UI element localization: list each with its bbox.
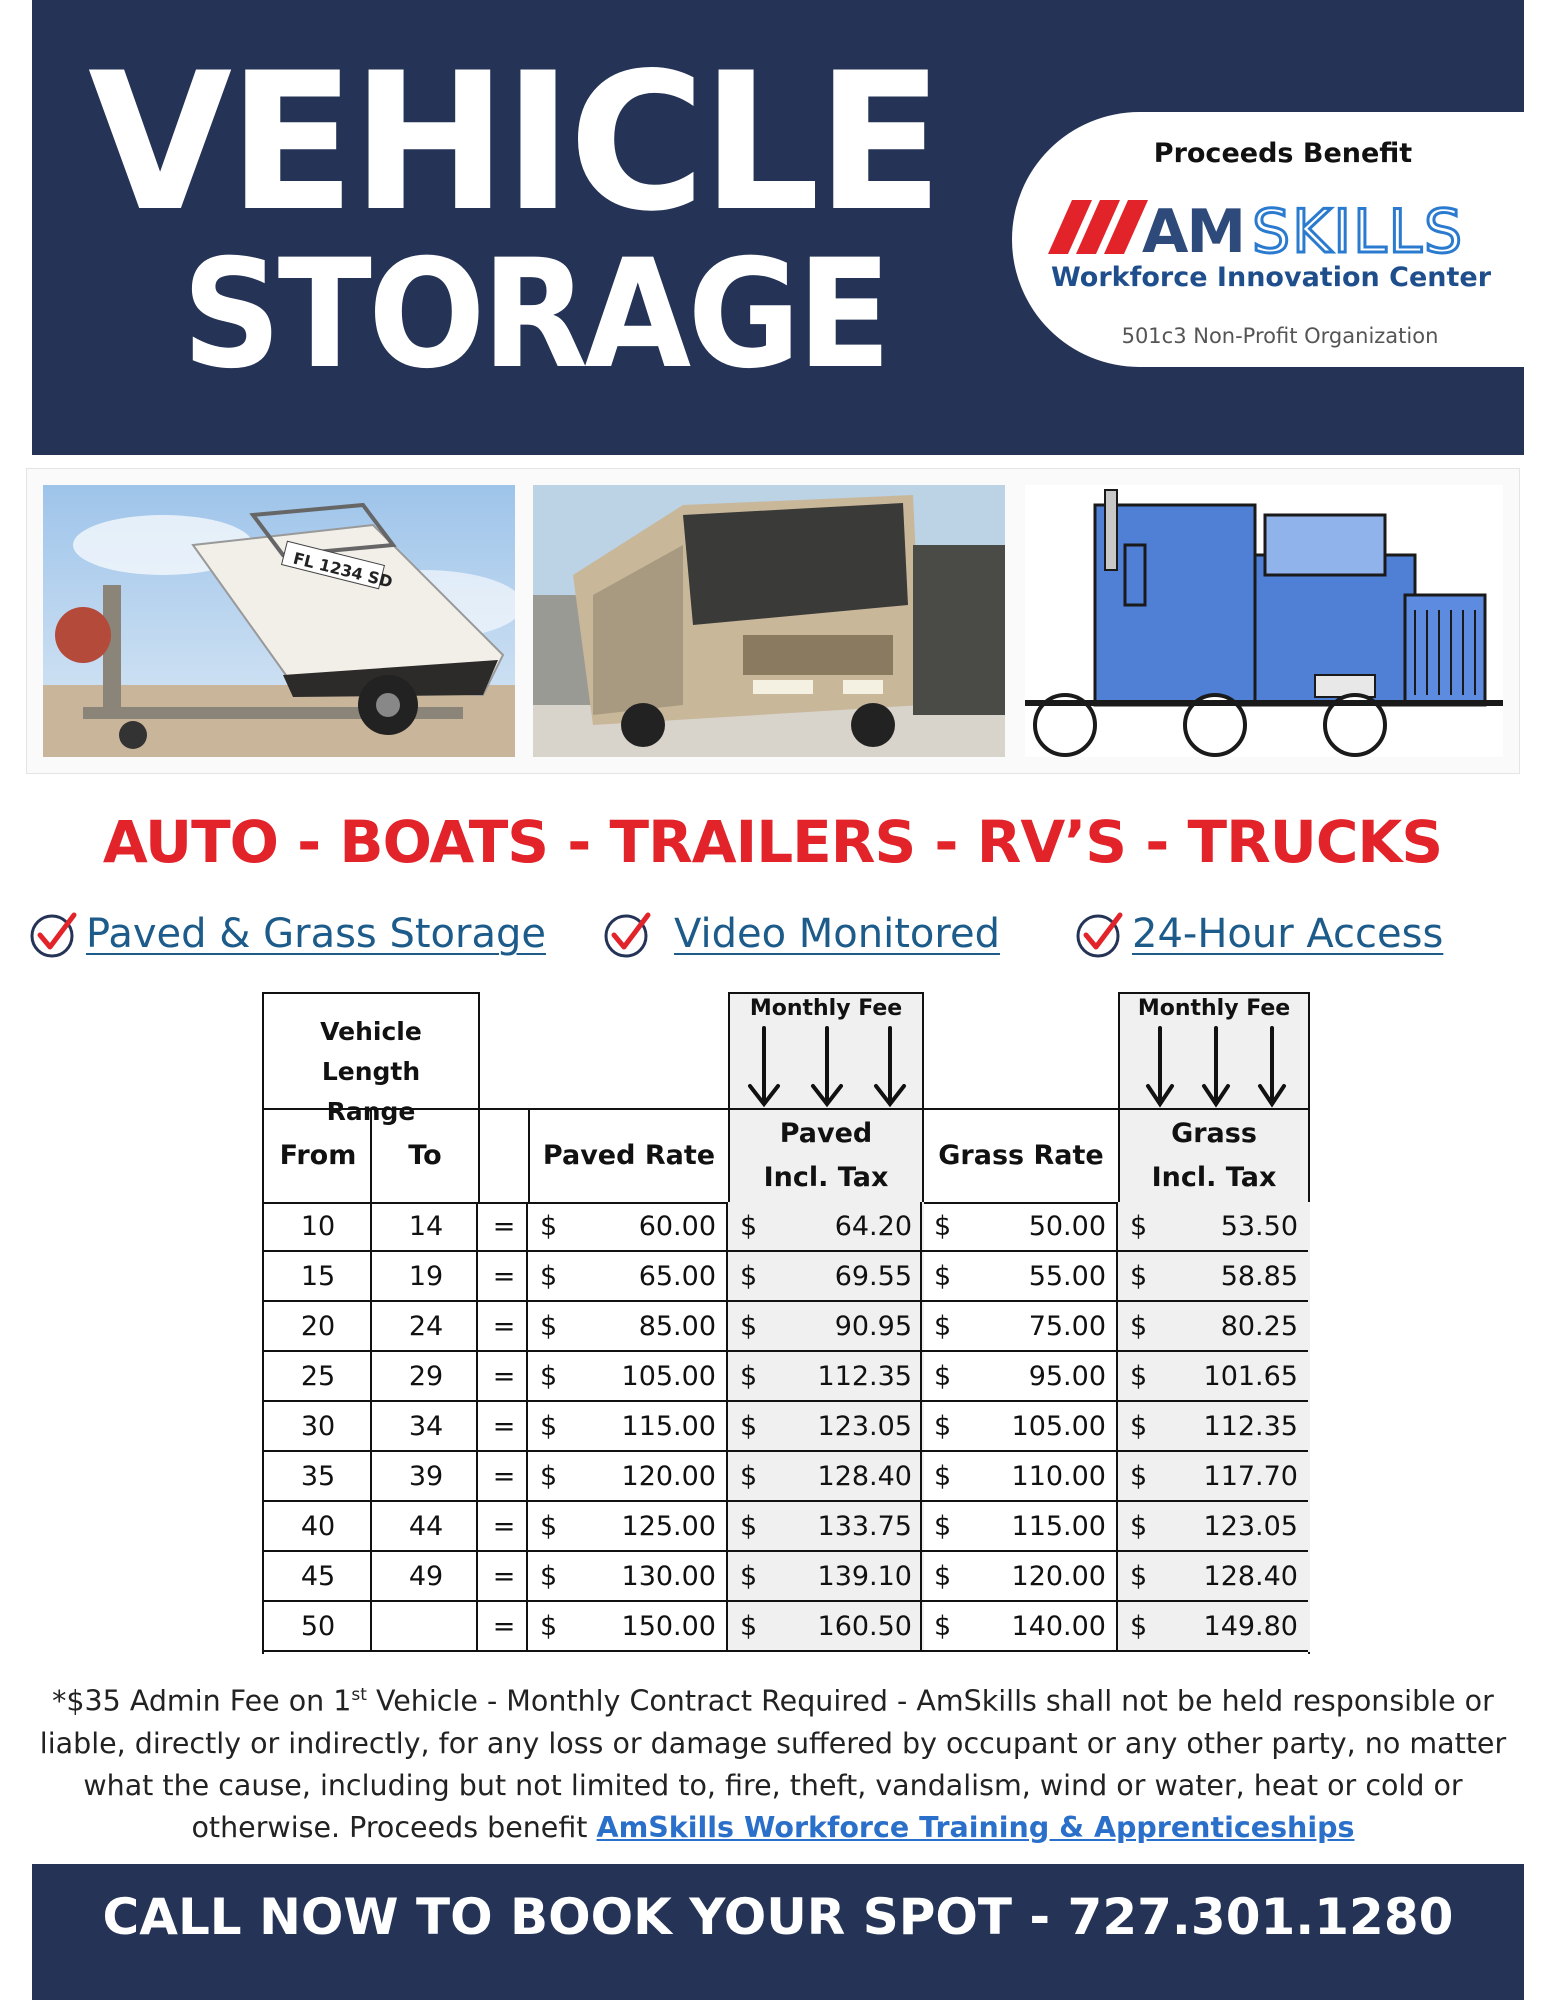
check-circle-icon	[28, 909, 78, 959]
boat-photo	[43, 485, 515, 757]
amskills-training-link[interactable]: AmSkills Workforce Training & Apprenticeships	[596, 1810, 1355, 1844]
cell-equals: =	[492, 1561, 516, 1592]
currency-symbol: $	[540, 1561, 558, 1592]
cell-paved-tax: 112.35	[817, 1361, 912, 1392]
check-circle-icon	[602, 909, 652, 959]
cell-from: 50	[300, 1611, 336, 1642]
currency-symbol: $	[740, 1261, 758, 1292]
currency-symbol: $	[740, 1611, 758, 1642]
cell-paved: 150.00	[621, 1611, 716, 1642]
table-row	[264, 1302, 1308, 1352]
table-row	[264, 1252, 1308, 1302]
currency-symbol: $	[740, 1311, 758, 1342]
feature-24-hour-access	[1074, 906, 1443, 962]
cell-to: 29	[408, 1361, 444, 1392]
feature-video-monitored	[602, 906, 1000, 962]
table-row	[264, 1602, 1308, 1652]
cell-equals: =	[492, 1411, 516, 1442]
col-to-cell	[370, 1108, 480, 1204]
currency-symbol: $	[934, 1461, 952, 1492]
logo-am: AM	[1142, 197, 1245, 262]
call-to-action[interactable]: CALL NOW TO BOOK YOUR SPOT - 727.301.1280	[102, 1888, 1454, 1946]
col-paved-tax-cell	[728, 1108, 924, 1204]
down-arrows-icon	[1144, 1026, 1288, 1108]
cell-equals: =	[492, 1211, 516, 1242]
col-grass-tax-2: Incl. Tax	[1151, 1162, 1277, 1193]
cell-paved: 115.00	[621, 1411, 716, 1442]
col-equals-cell	[478, 1108, 530, 1204]
cell-grass: 75.00	[1028, 1311, 1106, 1342]
currency-symbol: $	[540, 1261, 558, 1292]
currency-symbol: $	[934, 1211, 952, 1242]
currency-symbol: $	[540, 1361, 558, 1392]
cell-from: 45	[300, 1561, 336, 1592]
cell-paved-tax: 133.75	[817, 1511, 912, 1542]
cell-from: 30	[300, 1411, 336, 1442]
cell-paved-tax: 128.40	[817, 1461, 912, 1492]
col-grass-rate-cell	[922, 1108, 1120, 1204]
cell-equals: =	[492, 1461, 516, 1492]
cell-to: 49	[408, 1561, 444, 1592]
cell-to: 24	[408, 1311, 444, 1342]
currency-symbol: $	[1130, 1311, 1148, 1342]
badge-subtitle: Workforce Innovation Center	[1050, 262, 1492, 293]
cell-grass: 140.00	[1011, 1611, 1106, 1642]
title-storage: STORAGE	[182, 228, 888, 402]
feature-label[interactable]: Video Monitored	[674, 911, 1000, 957]
currency-symbol: $	[1130, 1261, 1148, 1292]
cell-grass: 115.00	[1011, 1511, 1106, 1542]
cell-paved-tax: 123.05	[817, 1411, 912, 1442]
table-row	[264, 1452, 1308, 1502]
cell-paved: 60.00	[638, 1211, 716, 1242]
cell-grass: 110.00	[1011, 1461, 1106, 1492]
table-row	[264, 1552, 1308, 1602]
col-paved-rate: Paved Rate	[542, 1140, 716, 1171]
feature-label[interactable]: 24-Hour Access	[1132, 911, 1444, 957]
currency-symbol: $	[1130, 1211, 1148, 1242]
cell-grass: 95.00	[1028, 1361, 1106, 1392]
cell-to	[372, 1602, 480, 1652]
cell-grass-tax: 112.35	[1203, 1411, 1298, 1442]
amskills-logo	[1042, 192, 1512, 262]
monthly-fee-grass-cell	[1118, 992, 1310, 1110]
col-paved-rate-cell	[528, 1108, 730, 1204]
cell-to: 19	[408, 1261, 444, 1292]
currency-symbol: $	[1130, 1611, 1148, 1642]
down-arrows-icon	[744, 1026, 910, 1108]
col-grass-rate: Grass Rate	[938, 1140, 1104, 1171]
currency-symbol: $	[934, 1411, 952, 1442]
vehicle-categories: AUTO - BOATS - TRAILERS - RV’S - TRUCKS	[102, 808, 1443, 876]
currency-symbol: $	[740, 1561, 758, 1592]
currency-symbol: $	[540, 1611, 558, 1642]
vehicle-photos	[26, 468, 1520, 774]
currency-symbol: $	[540, 1511, 558, 1542]
rate-table	[262, 992, 1310, 1654]
monthly-fee-paved-cell	[728, 992, 924, 1110]
cell-grass: 50.00	[1028, 1211, 1106, 1242]
currency-symbol: $	[934, 1561, 952, 1592]
cell-grass: 120.00	[1011, 1561, 1106, 1592]
currency-symbol: $	[1130, 1561, 1148, 1592]
monthly-fee-label: Monthly Fee	[749, 996, 903, 1021]
cell-paved: 130.00	[621, 1561, 716, 1592]
cell-equals: =	[492, 1511, 516, 1542]
currency-symbol: $	[934, 1511, 952, 1542]
currency-symbol: $	[1130, 1361, 1148, 1392]
cell-grass-tax: 53.50	[1220, 1211, 1298, 1242]
table-row	[264, 1502, 1308, 1552]
currency-symbol: $	[740, 1361, 758, 1392]
footnote-part-2: Vehicle - Monthly Contract Required - AmSkills shall not be held responsible or liable, directly or indirectly, for any loss or damage suffered by occupant or any other party, no matter what the cause, including but not limited to, fire, theft, vandalism, wind or water, heat or cold or otherwise. Proceeds benefit	[39, 1684, 1507, 1844]
currency-symbol: $	[540, 1211, 558, 1242]
boat-plate: FL 1234 SD	[291, 548, 395, 592]
cell-grass-tax: 123.05	[1203, 1511, 1298, 1542]
cell-grass-tax: 117.70	[1203, 1461, 1298, 1492]
cell-grass-tax: 58.85	[1220, 1261, 1298, 1292]
cell-to: 44	[408, 1511, 444, 1542]
cell-to: 14	[408, 1211, 444, 1242]
truck-photo	[1025, 485, 1503, 757]
currency-symbol: $	[934, 1261, 952, 1292]
cell-equals: =	[492, 1611, 516, 1642]
currency-symbol: $	[740, 1511, 758, 1542]
table-row	[264, 1202, 1308, 1252]
cell-grass-tax: 149.80	[1203, 1611, 1298, 1642]
cell-grass-tax: 80.25	[1220, 1311, 1298, 1342]
footnote-part-1: *$35 Admin Fee on 1	[52, 1684, 352, 1718]
footnote-superscript: st	[351, 1685, 367, 1705]
currency-symbol: $	[740, 1461, 758, 1492]
cell-grass-tax: 101.65	[1203, 1361, 1298, 1392]
call-to-action-bar	[32, 1864, 1524, 2000]
cell-paved-tax: 69.55	[834, 1261, 912, 1292]
rv-photo	[533, 485, 1005, 757]
cell-paved-tax: 160.50	[817, 1611, 912, 1642]
cell-paved: 120.00	[621, 1461, 716, 1492]
table-row	[264, 1352, 1308, 1402]
logo-skills: SKILLS	[1252, 197, 1465, 262]
currency-symbol: $	[540, 1461, 558, 1492]
col-grass-tax-1: Grass	[1171, 1118, 1257, 1149]
col-paved-tax-1: Paved	[779, 1118, 873, 1149]
feature-label[interactable]: Paved & Grass Storage	[86, 911, 546, 957]
cell-paved-tax: 90.95	[834, 1311, 912, 1342]
col-from: From	[279, 1140, 357, 1171]
col-from-cell	[262, 1108, 372, 1204]
currency-symbol: $	[934, 1311, 952, 1342]
cell-grass: 55.00	[1028, 1261, 1106, 1292]
cell-grass: 105.00	[1011, 1411, 1106, 1442]
badge-proceeds-label: Proceeds Benefit	[1153, 138, 1413, 169]
range-header: Vehicle Length Range	[320, 1017, 422, 1126]
disclaimer-footnote	[28, 1674, 1518, 1849]
col-paved-tax-2: Incl. Tax	[763, 1162, 889, 1193]
range-header-cell	[262, 992, 480, 1126]
cell-grass-tax: 128.40	[1203, 1561, 1298, 1592]
monthly-fee-label: Monthly Fee	[1137, 996, 1291, 1021]
cell-to: 34	[408, 1411, 444, 1442]
title-vehicle: VEHICLE	[88, 32, 940, 253]
cell-from: 40	[300, 1511, 336, 1542]
cell-from: 25	[300, 1361, 336, 1392]
cell-to: 39	[408, 1461, 444, 1492]
cell-from: 10	[300, 1211, 336, 1242]
cell-paved: 125.00	[621, 1511, 716, 1542]
cell-from: 15	[300, 1261, 336, 1292]
check-circle-icon	[1074, 909, 1124, 959]
cell-paved: 105.00	[621, 1361, 716, 1392]
currency-symbol: $	[1130, 1411, 1148, 1442]
currency-symbol: $	[740, 1211, 758, 1242]
feature-paved-grass	[28, 906, 546, 962]
table-row	[264, 1402, 1308, 1452]
currency-symbol: $	[1130, 1511, 1148, 1542]
cell-paved: 65.00	[638, 1261, 716, 1292]
cell-from: 20	[300, 1311, 336, 1342]
cell-from: 35	[300, 1461, 336, 1492]
col-to: To	[408, 1140, 442, 1171]
beneficiary-badge	[1012, 112, 1524, 367]
currency-symbol: $	[934, 1611, 952, 1642]
cell-equals: =	[492, 1311, 516, 1342]
currency-symbol: $	[540, 1311, 558, 1342]
currency-symbol: $	[1130, 1461, 1148, 1492]
currency-symbol: $	[540, 1411, 558, 1442]
cell-equals: =	[492, 1261, 516, 1292]
currency-symbol: $	[934, 1361, 952, 1392]
cell-paved: 85.00	[638, 1311, 716, 1342]
badge-org-type: 501c3 Non-Profit Organization	[1121, 324, 1439, 348]
cell-equals: =	[492, 1361, 516, 1392]
currency-symbol: $	[740, 1411, 758, 1442]
col-grass-tax-cell	[1118, 1108, 1310, 1204]
rate-table-body	[262, 1202, 1310, 1654]
cell-paved-tax: 139.10	[817, 1561, 912, 1592]
cell-paved-tax: 64.20	[834, 1211, 912, 1242]
